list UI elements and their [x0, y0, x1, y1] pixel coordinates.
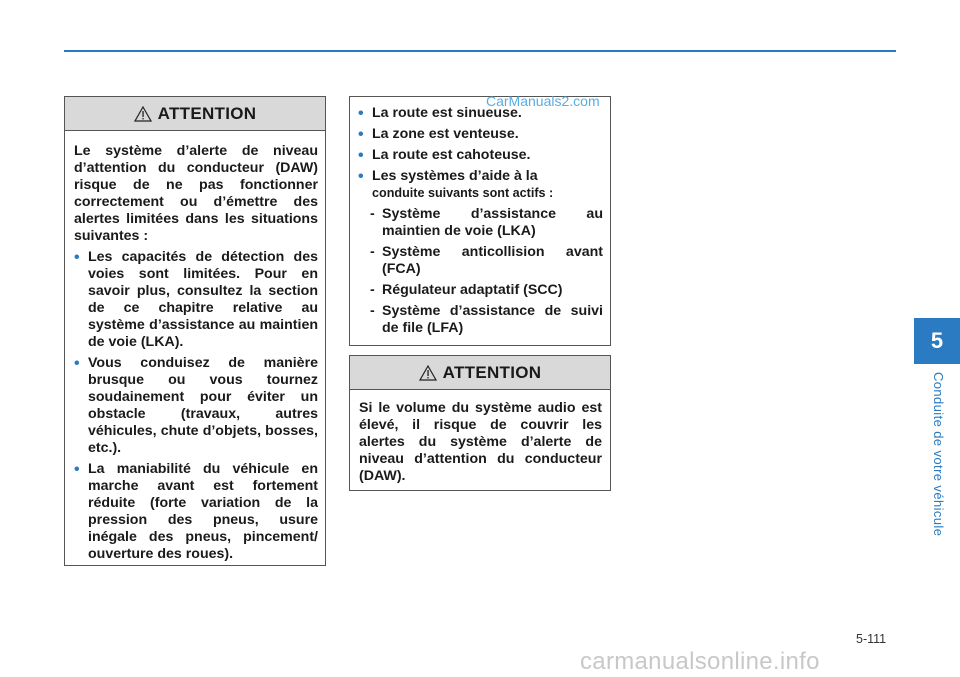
list-item: • La route est cahoteuse. — [358, 147, 531, 164]
watermark-top: CarManuals2.com — [486, 93, 600, 109]
list-item: • Les systèmes d’aide à la conduite suivants sont actifs : — [358, 168, 554, 200]
attention-title-2: ATTENTION — [442, 362, 542, 382]
attention-box-1 — [64, 96, 326, 566]
continued-bullet-list — [358, 105, 603, 202]
list-item: • La maniabilité du véhicule en marche avant est fortement réduite (forte variation de la pression des pneus, usure inégale des pneus, pincement/ ouverture des roues). — [74, 461, 318, 562]
attention-title-1: ATTENTION — [157, 103, 257, 123]
list-item: - Système d’assistance au maintien de voie (LKA) — [370, 206, 603, 239]
list-item: • Les capacités de détection des voies sont limitées. Pour en savoir plus, consultez la section de ce chapitre relative au système d’assistance au maintien de voie (LKA). — [74, 249, 318, 350]
bullet-icon: • — [358, 126, 364, 143]
attention-bullet-list-1 — [74, 249, 318, 563]
attention-intro: Le système d’alerte de niveau d’attention du conducteur (DAW) risque de ne pas fonctionner correctement ou d’émettre des alertes limitées dans les situations suivantes : — [74, 143, 318, 244]
bullet-icon: • — [74, 355, 80, 372]
list-item: • La route est sinueuse. — [358, 105, 522, 122]
list-item: • Vous conduisez de manière brusque ou vous tournez soudainement pour éviter un obstacle (travaux, autres véhicules, chute d’objets, bosses, etc.). — [74, 355, 318, 456]
list-item: - Régulateur adaptatif (SCC) — [370, 282, 563, 298]
attention-header-1 — [65, 97, 325, 131]
chapter-title: Conduite de votre véhicule — [931, 372, 946, 537]
attention-header-2 — [350, 356, 610, 390]
header-rule — [64, 50, 896, 52]
bullet-icon: • — [74, 461, 80, 478]
attention-box-2 — [349, 355, 611, 491]
bullet-icon: • — [74, 249, 80, 266]
assist-systems-list — [358, 206, 603, 337]
warning-triangle-icon — [134, 106, 152, 122]
bullet-icon: • — [358, 147, 364, 164]
watermark-bottom: carmanualsonline.info — [580, 648, 820, 675]
attention-text-2: Si le volume du système audio est élevé, il risque de couvrir les alertes du système d’alerte de niveau d’attention du conducteur (DAW). — [359, 400, 602, 484]
page-number: 5-111 — [856, 632, 887, 646]
list-item: - Système anticollision avant (FCA) — [370, 244, 603, 277]
list-item: - Système d’assistance de suivi de file (LFA) — [370, 303, 603, 336]
warning-triangle-icon — [419, 365, 437, 381]
chapter-number-tab: 5 — [914, 318, 960, 364]
bullet-icon: • — [358, 105, 364, 122]
list-item: • La zone est venteuse. — [358, 126, 519, 143]
continued-list-box — [349, 96, 611, 346]
bullet-icon: • — [358, 168, 364, 185]
